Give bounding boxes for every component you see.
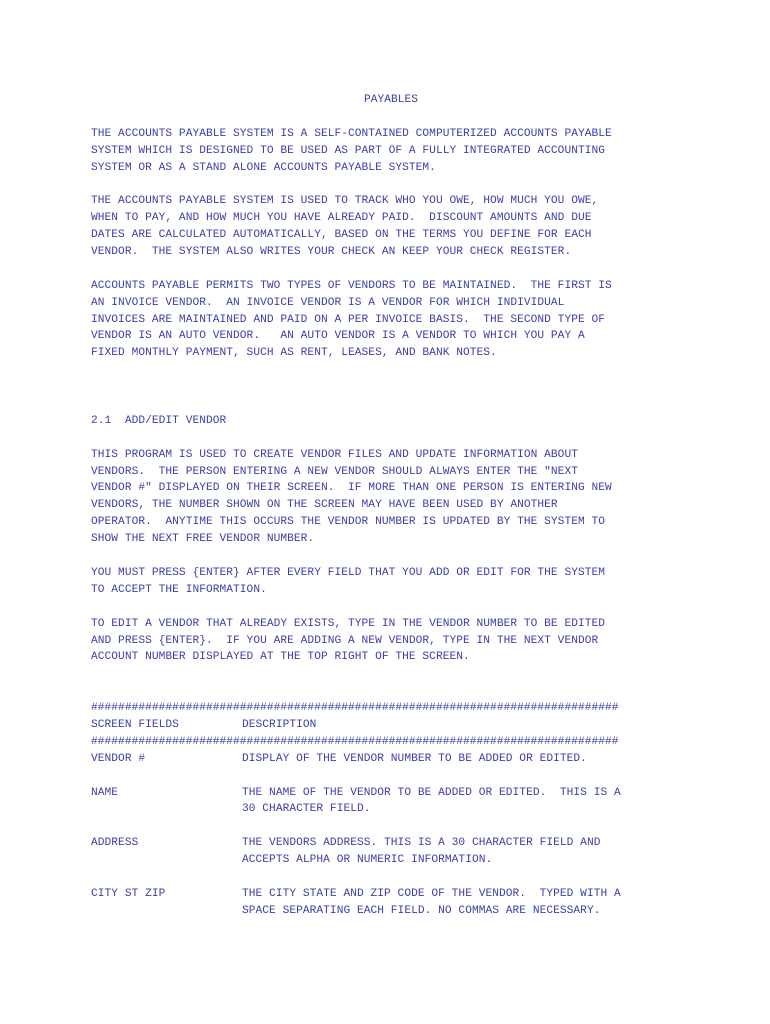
spacer — [91, 176, 691, 193]
text-line: THE CITY STATE AND ZIP CODE OF THE VENDOR. TYPED WITH A — [242, 887, 621, 900]
field-name-address: ADDRESS — [91, 837, 139, 850]
text-line: DATES ARE CALCULATED AUTOMATICALLY, BASED ON THE TERMS YOU DEFINE FOR EACH — [91, 229, 592, 242]
spacer — [91, 261, 691, 278]
field-description — [242, 785, 691, 819]
table-header-screen-fields: SCREEN FIELDS — [91, 718, 179, 731]
document-page — [91, 92, 691, 920]
spacer — [91, 396, 691, 413]
text-line: SYSTEM OR AS A STAND ALONE ACCOUNTS PAYABLE SYSTEM. — [91, 161, 436, 174]
text-line: VENDOR. THE SYSTEM ALSO WRITES YOUR CHECK AN KEEP YOUR CHECK REGISTER. — [91, 246, 572, 259]
field-description — [242, 886, 691, 920]
fields-table — [91, 700, 691, 920]
text-line: OPERATOR. ANYTIME THIS OCCURS THE VENDOR NUMBER IS UPDATED BY THE SYSTEM TO — [91, 516, 606, 529]
text-line: THE VENDORS ADDRESS. THIS IS A 30 CHARACTER FIELD AND — [242, 837, 601, 850]
section-paragraph-3 — [91, 616, 691, 667]
intro-paragraph-2 — [91, 193, 691, 261]
table-row — [91, 886, 691, 920]
text-line: SYSTEM WHICH IS DESIGNED TO BE USED AS PART OF A FULLY INTEGRATED ACCOUNTING — [91, 144, 606, 157]
text-line: THE ACCOUNTS PAYABLE SYSTEM IS USED TO TRACK WHO YOU OWE, HOW MUCH YOU OWE, — [91, 195, 599, 208]
table-header-description: DESCRIPTION — [242, 718, 317, 731]
table-row — [91, 751, 691, 768]
text-line: AN INVOICE VENDOR. AN INVOICE VENDOR IS A VENDOR FOR WHICH INDIVIDUAL — [91, 296, 565, 309]
text-line: SPACE SEPARATING EACH FIELD. NO COMMAS ARE NECESSARY. — [242, 904, 601, 917]
text-line: AND PRESS {ENTER}. IF YOU ARE ADDING A NEW VENDOR, TYPE IN THE NEXT VENDOR — [91, 634, 599, 647]
text-line: WHEN TO PAY, AND HOW MUCH YOU HAVE ALREADY PAID. DISCOUNT AMOUNTS AND DUE — [91, 212, 592, 225]
spacer — [91, 362, 691, 379]
text-line: FIXED MONTHLY PAYMENT, SUCH AS RENT, LEASES, AND BANK NOTES. — [91, 347, 497, 360]
section-paragraph-1 — [91, 447, 691, 548]
spacer — [91, 430, 691, 447]
spacer — [91, 683, 691, 700]
text-line: THIS PROGRAM IS USED TO CREATE VENDOR FILES AND UPDATE INFORMATION ABOUT — [91, 448, 578, 461]
text-line: THE ACCOUNTS PAYABLE SYSTEM IS A SELF-CONTAINED COMPUTERIZED ACCOUNTS PAYABLE — [91, 127, 612, 140]
text-line: TO ACCEPT THE INFORMATION. — [91, 583, 267, 596]
spacer — [91, 379, 691, 396]
text-line: ACCEPTS ALPHA OR NUMERIC INFORMATION. — [242, 854, 493, 867]
section-paragraph-2 — [91, 565, 691, 599]
spacer — [91, 869, 691, 886]
spacer — [91, 666, 691, 683]
intro-paragraph-3 — [91, 278, 691, 362]
intro-paragraph-1 — [91, 126, 691, 177]
text-line: THE NAME OF THE VENDOR TO BE ADDED OR EDITED. THIS IS A — [242, 786, 621, 799]
section-heading: 2.1 ADD/EDIT VENDOR — [91, 414, 227, 427]
text-line: VENDORS. THE PERSON ENTERING A NEW VENDOR SHOULD ALWAYS ENTER THE "NEXT — [91, 465, 578, 478]
table-row — [91, 835, 691, 869]
text-line: TO EDIT A VENDOR THAT ALREADY EXISTS, TYPE IN THE VENDOR NUMBER TO BE EDITED — [91, 617, 606, 630]
text-line: VENDORS, THE NUMBER SHOWN ON THE SCREEN MAY HAVE BEEN USED BY ANOTHER — [91, 499, 558, 512]
table-rule-bottom: ############################################################################## — [91, 735, 619, 748]
text-line: VENDOR IS AN AUTO VENDOR. AN AUTO VENDOR IS A VENDOR TO WHICH YOU PAY A — [91, 330, 585, 343]
text-line: ACCOUNT NUMBER DISPLAYED AT THE TOP RIGHT OF THE SCREEN. — [91, 651, 470, 664]
document-title: PAYABLES — [363, 94, 419, 106]
text-line: VENDOR #" DISPLAYED ON THEIR SCREEN. IF MORE THAN ONE PERSON IS ENTERING NEW — [91, 482, 612, 495]
spacer — [91, 109, 691, 126]
spacer — [91, 818, 691, 835]
text-line: INVOICES ARE MAINTAINED AND PAID ON A PER INVOICE BASIS. THE SECOND TYPE OF — [91, 313, 606, 326]
spacer — [91, 599, 691, 616]
field-name-name: NAME — [91, 786, 119, 799]
text-line: YOU MUST PRESS {ENTER} AFTER EVERY FIELD THAT YOU ADD OR EDIT FOR THE SYSTEM — [91, 566, 606, 579]
text-line: DISPLAY OF THE VENDOR NUMBER TO BE ADDED OR EDITED. — [242, 752, 587, 765]
spacer — [91, 548, 691, 565]
field-name-vendor-number: VENDOR # — [91, 752, 146, 765]
text-line: SHOW THE NEXT FREE VENDOR NUMBER. — [91, 533, 315, 546]
field-name-city-st-zip: CITY ST ZIP — [91, 887, 166, 900]
table-header-row — [91, 717, 691, 734]
text-line: ACCOUNTS PAYABLE PERMITS TWO TYPES OF VENDORS TO BE MAINTAINED. THE FIRST IS — [91, 279, 612, 292]
field-description — [242, 751, 691, 768]
table-rule-top: ############################################################################## — [91, 702, 619, 715]
spacer — [91, 768, 691, 785]
text-line: 30 CHARACTER FIELD. — [242, 803, 371, 816]
field-description — [242, 835, 691, 869]
table-row — [91, 785, 691, 819]
